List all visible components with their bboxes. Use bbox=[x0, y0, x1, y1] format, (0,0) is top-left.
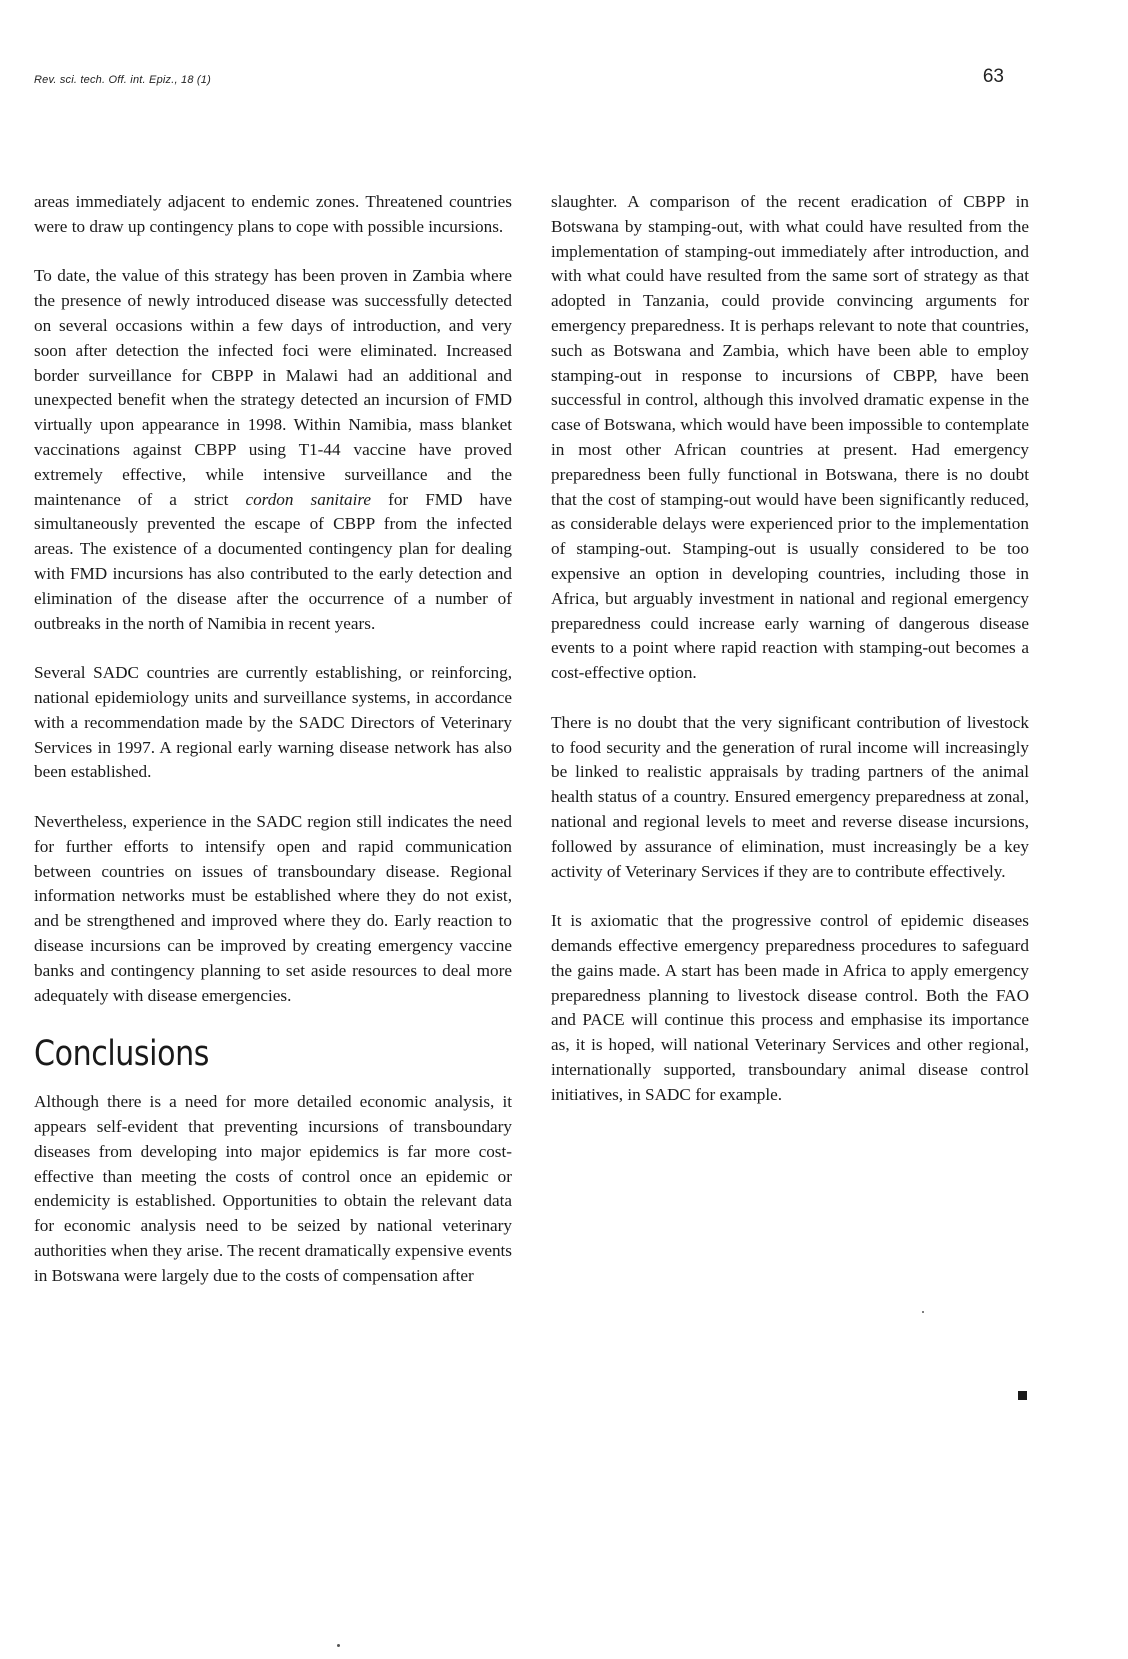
scan-speck bbox=[337, 1644, 340, 1647]
body-paragraph: Several SADC countries are currently establishing, or reinforcing, national epidemiology units and surveillance systems, in accordance with a recommendation made by the SADC Directors of Veterinary Services in 1997. A regional early warning disease network has also been established. bbox=[34, 663, 512, 782]
body-paragraph: There is no doubt that the very significant contribution of livestock to food security and the generation of rural income will increasingly be linked to realistic appraisals by trading partners of the animal health status of a country. Ensured emergency preparedness at zonal, national and regional levels to meet and reverse disease incursions, followed by assurance of elimination, must increasingly be a key activity of Veterinary Services if they are to contribute effectively. bbox=[551, 712, 1029, 881]
body-paragraph: slaughter. A comparison of the recent eradication of CBPP in Botswana by stamping-out, with what could have resulted from the implementation of stamping-out immediately after introduction, and with what could have resulted from the same sort of strategy as that adopted in Tanzania, could provide convincing arguments for emergency preparedness. It is perhaps relevant to note that countries, such as Botswana and Zambia, which have been able to employ stamping-out in response to incursions of CBPP, have been successful in control, although this involved dramatic expense in the case of Botswana, which would have been impossible to contemplate in most other African countries at present. Had emergency preparedness been fully functional in Botswana, there is no doubt that the cost of stamping-out would have been significantly reduced, as considerable delays were experienced prior to the implementation of stamping-out. Stamping-out is usually considered to be too expensive an option in developing countries, including those in Africa, but arguably investment in national and regional emergency preparedness could increase early warning of dangerous disease events to a point where rapid reaction with stamping-out becomes a cost-effective option. bbox=[551, 192, 1029, 683]
running-head: Rev. sci. tech. Off. int. Epiz., 18 (1) bbox=[34, 74, 211, 86]
left-column bbox=[34, 190, 512, 1289]
body-paragraph: Nevertheless, experience in the SADC region still indicates the need for further efforts to intensify open and rapid communication between countries on issues of transboundary disease. Regional information networks must be established where they do not exist, and be strengthened and improved where they do. Early reaction to disease incursions can be improved by creating emergency vaccine banks and contingency planning to set aside resources to deal more adequately with disease emergencies. bbox=[34, 811, 512, 1005]
body-paragraph: It is axiomatic that the progressive control of epidemic diseases demands effective emergency preparedness procedures to safeguard the gains made. A start has been made in Africa to apply emergency preparedness planning to livestock disease control. Both the FAO and PACE will continue this process and emphasise its importance as, it is hoped, will national Veterinary Services and other regional, internationally supported, transboundary animal disease control initiatives, in SADC for example. bbox=[551, 911, 1029, 1104]
scan-speck bbox=[922, 1311, 924, 1313]
end-of-article-square-icon bbox=[1018, 1391, 1027, 1400]
body-paragraph: To date, the value of this strategy has been proven in Zambia where the presence of newly introduced disease was successfully detected on several occasions within a few days of introduction, and very soon after detection the infected foci were eliminated. Increased border surveillance for CBPP in Malawi had an additional and unexpected benefit when the strategy detected an incursion of FMD virtually upon appearance in 1998. Within Namibia, mass blanket vaccinations against CBPP using T1-44 vaccine have proved extremely effective, while intensive surveillance and the maintenance of a strict cordon sanitaire for FMD have simultaneously prevented the escape of CBPP from the infected areas. The existence of a documented contingency plan for dealing with FMD incursions has also contributed to the early detection and elimination of the disease after the occurrence of a number of outbreaks in the north of Namibia in recent years. bbox=[34, 266, 512, 633]
body-paragraph: areas immediately adjacent to endemic zones. Threatened countries were to draw up contingency plans to cope with possible incursions. bbox=[34, 192, 512, 236]
right-column bbox=[551, 190, 1029, 1107]
italic-term: cordon sanitaire bbox=[245, 489, 372, 509]
conclusion-paragraph: Although there is a need for more detailed economic analysis, it appears self-evident that preventing incursions of transboundary diseases from developing into major epidemics is far more cost-effective than meeting the costs of control once an epidemic or endemicity is established. Opportunities to obtain the relevant data for economic analysis need to be seized by national veterinary authorities when they arise. The recent dramatically expensive events in Botswana were largely due to the costs of compensation after bbox=[34, 1092, 512, 1285]
page-number: 63 bbox=[982, 66, 1004, 87]
section-heading-conclusions: Conclusions bbox=[34, 1034, 209, 1075]
